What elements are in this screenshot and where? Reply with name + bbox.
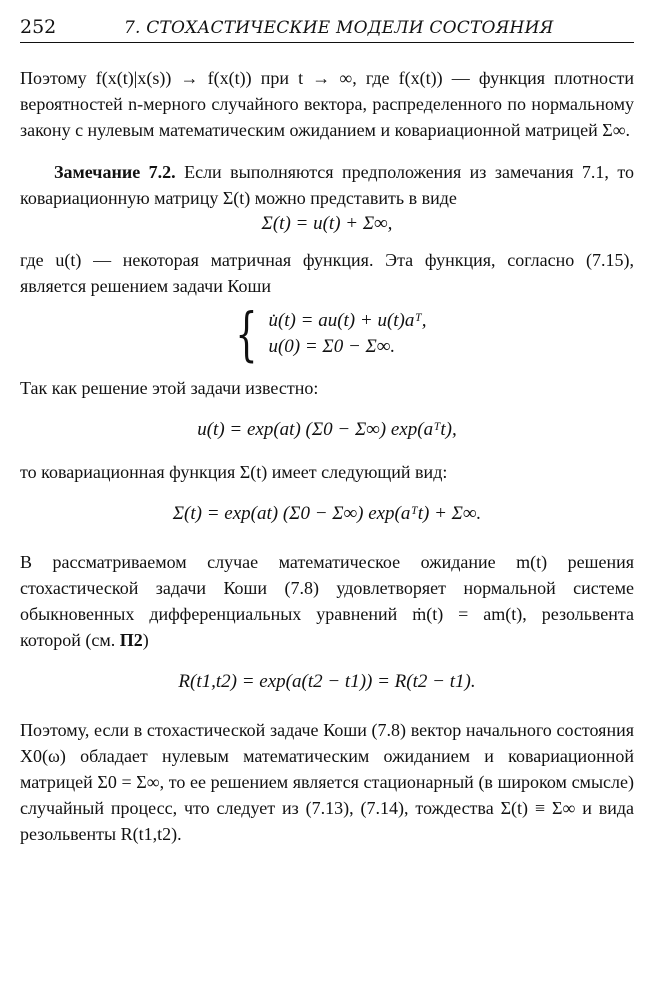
paragraph-intro: Поэтому f(x(t)|x(s)) → f(x(t)) при t → ∞, где f(x(t)) — функция плотности вероятностей n-мерного случайного вектора, распределенного по нормальному закону с нулевым математическим ожиданием и ковариационной матрицей Σ∞. (20, 68, 634, 140)
expectation-text: В рассматриваемом случае математическое ожидание m(t) решения стохастической задачи Коши (7.8) удовлетворяет нормальной системе обыкновенных дифференциальных уравнений ṁ(t) = am(t), резольвента которой (см. (20, 552, 634, 650)
system-rows (268, 308, 426, 360)
cauchy-problem-system (20, 300, 634, 368)
paragraph-expectation (20, 549, 634, 653)
equation-u-solution: u(t) = exp(at) (Σ0 − Σ∞) exp(aᵀt), (197, 419, 457, 440)
expectation-end: ) (142, 630, 149, 650)
remark-paragraph (20, 159, 634, 211)
equation-resolvent: R(t1,t2) = exp(a(t2 − t1)) = R(t2 − t1). (178, 671, 476, 692)
system-row-ode: u̇(t) = au(t) + u(t)aᵀ, (268, 310, 427, 331)
remark-label: Замечание 7.2. (54, 162, 176, 182)
paragraph-solution-known: Так как решение этой задачи известно: (20, 378, 319, 398)
paragraph-u-function: где u(t) — некоторая матричная функция. Эта функция, согласно (7.15), является решением задачи Коши (20, 250, 634, 296)
system-brace: { (234, 300, 258, 368)
equation-sigma-decomposition: Σ(t) = u(t) + Σ∞, (261, 213, 393, 234)
page-header (20, 16, 634, 43)
page-number: 252 (20, 16, 57, 38)
paragraph-stationary: Поэтому, если в стохастической задаче Коши (7.8) вектор начального состояния X0(ω) обладает нулевым математическим ожиданием и ковариационной матрицей Σ0 = Σ∞, то ее решением является стационарный (в широком смысле) случайный процесс, что следует из (7.13), (7.14), тождества Σ(t) ≡ Σ∞ и вида резольвенты R(t1,t2). (20, 720, 634, 844)
running-title: 7. СТОХАСТИЧЕСКИЕ МОДЕЛИ СОСТОЯНИЯ (124, 18, 554, 38)
reference-p2: П2 (119, 630, 143, 650)
equation-sigma-solution: Σ(t) = exp(at) (Σ0 − Σ∞) exp(aᵀt) + Σ∞. (172, 503, 482, 524)
remark-text: Если выполняются предположения из замечания 7.1, то ковариационную матрицу Σ(t) можно представить в виде (20, 162, 635, 208)
paragraph-covariance-form: то ковариационная функция Σ(t) имеет следующий вид: (20, 462, 448, 482)
system-row-initial: u(0) = Σ0 − Σ∞. (268, 336, 396, 357)
